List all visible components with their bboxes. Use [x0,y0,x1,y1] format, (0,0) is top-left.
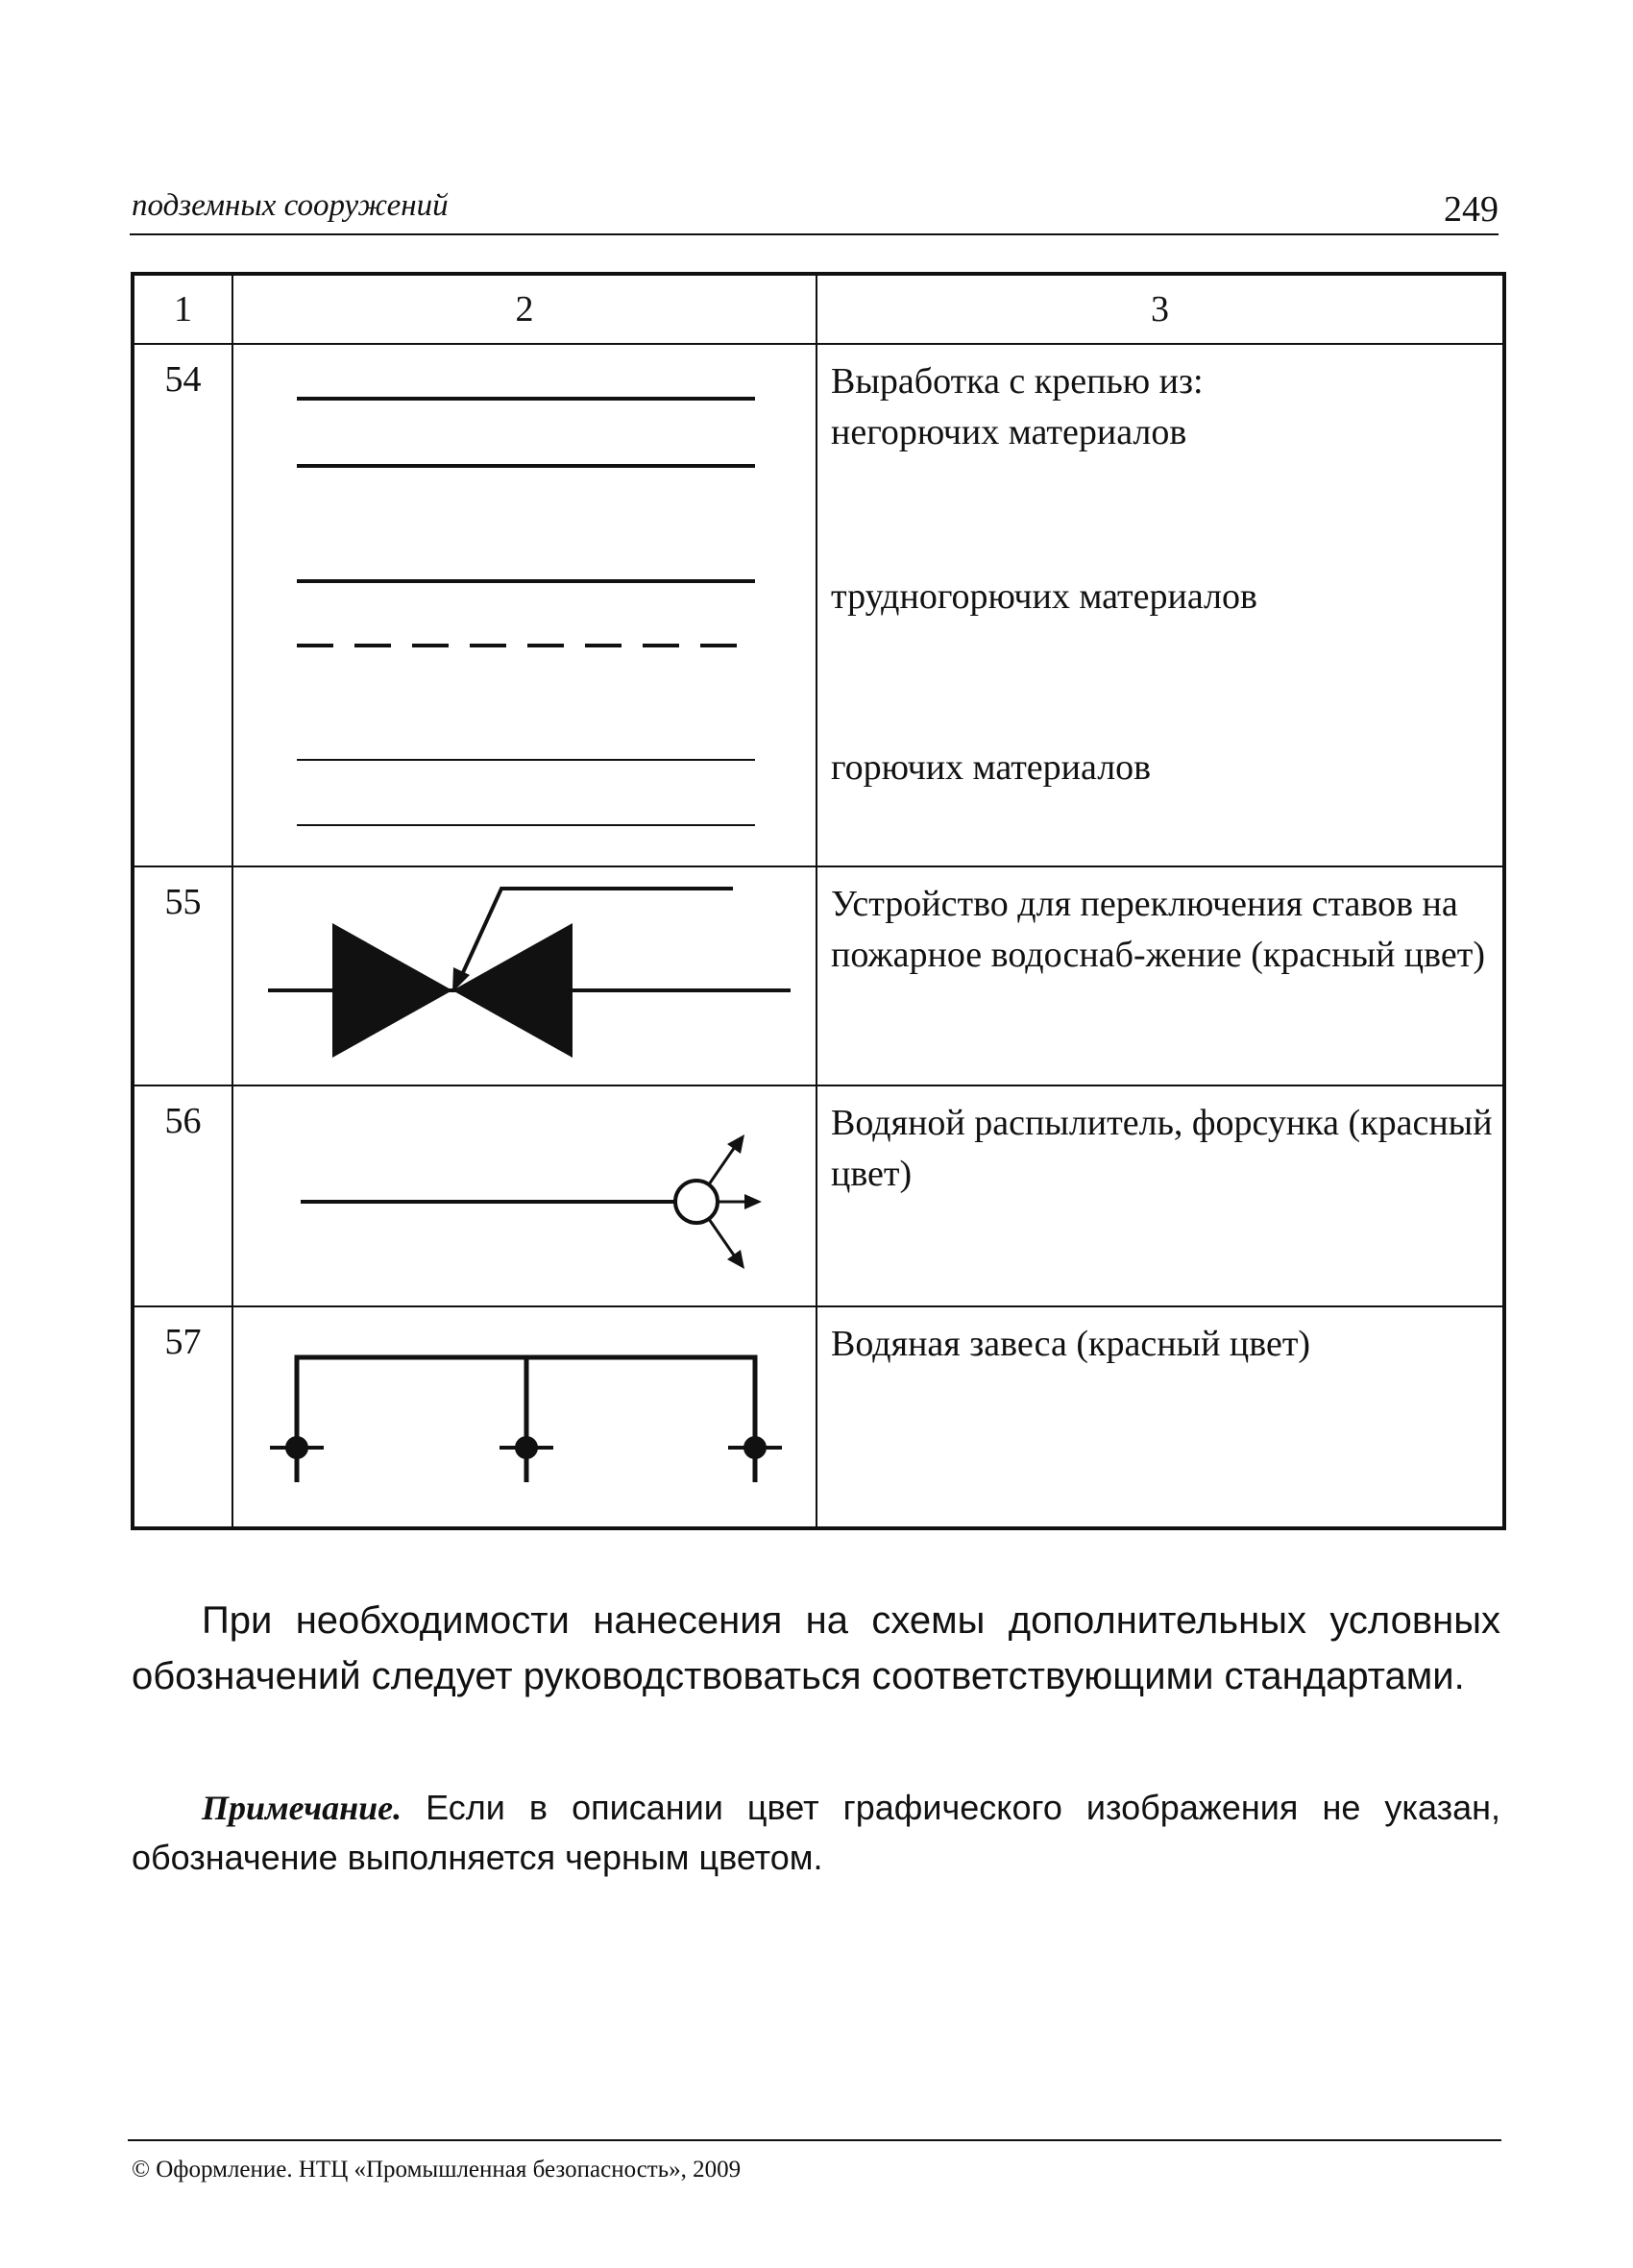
description-heading: Выработка с крепью из: [831,361,1204,402]
row-description [816,344,1504,866]
table-row [133,1306,1504,1528]
row-symbol [232,344,816,866]
header-rule [130,233,1499,235]
row-description: Водяной распылитель, форсунка (красный цвет) [816,1085,1504,1306]
table-header-row [133,274,1504,344]
row-number: 55 [133,866,232,1085]
row-number: 57 [133,1306,232,1528]
table-row [133,1085,1504,1306]
row-symbol [232,1306,816,1528]
note-label: Примечание. [202,1789,402,1827]
column-header-3: 3 [816,274,1504,344]
table-row [133,344,1504,866]
note-text: Если в описании цвет графического изображения не указан, обозначение выполняется черным цветом. [132,1788,1500,1877]
column-header-2: 2 [232,274,816,344]
description-combustible: горючих материалов [831,746,1152,788]
footer-rule [128,2139,1501,2141]
footer-copyright: © Оформление. НТЦ «Промышленная безопасность», 2009 [132,2157,742,2183]
mine-working-lines-icon [233,345,816,864]
row-number: 54 [133,344,232,866]
page-number: 249 [1444,189,1499,230]
table-row [133,866,1504,1085]
water-curtain-icon [233,1307,816,1525]
body-paragraph: При необходимости нанесения на схемы дополнительных условных обозначений следует руководствоваться соответствующими стандартами. [132,1599,1500,1697]
description-noncombustible: негорючих материалов [831,412,1187,453]
row-description: Устройство для переключения ставов на пожарное водоснаб-жение (красный цвет) [816,866,1504,1085]
water-sprinkler-icon [233,1086,816,1304]
switch-valve-icon [233,867,816,1083]
column-header-1: 1 [133,274,232,344]
running-title: подземных сооружений [132,188,449,223]
row-description: Водяная завеса (красный цвет) [816,1306,1504,1528]
description-hard-combustible: трудногорючих материалов [831,576,1257,618]
row-symbol [232,1085,816,1306]
symbols-table [131,272,1506,1530]
row-number: 56 [133,1085,232,1306]
row-symbol [232,866,816,1085]
note-paragraph [132,1783,1500,1883]
